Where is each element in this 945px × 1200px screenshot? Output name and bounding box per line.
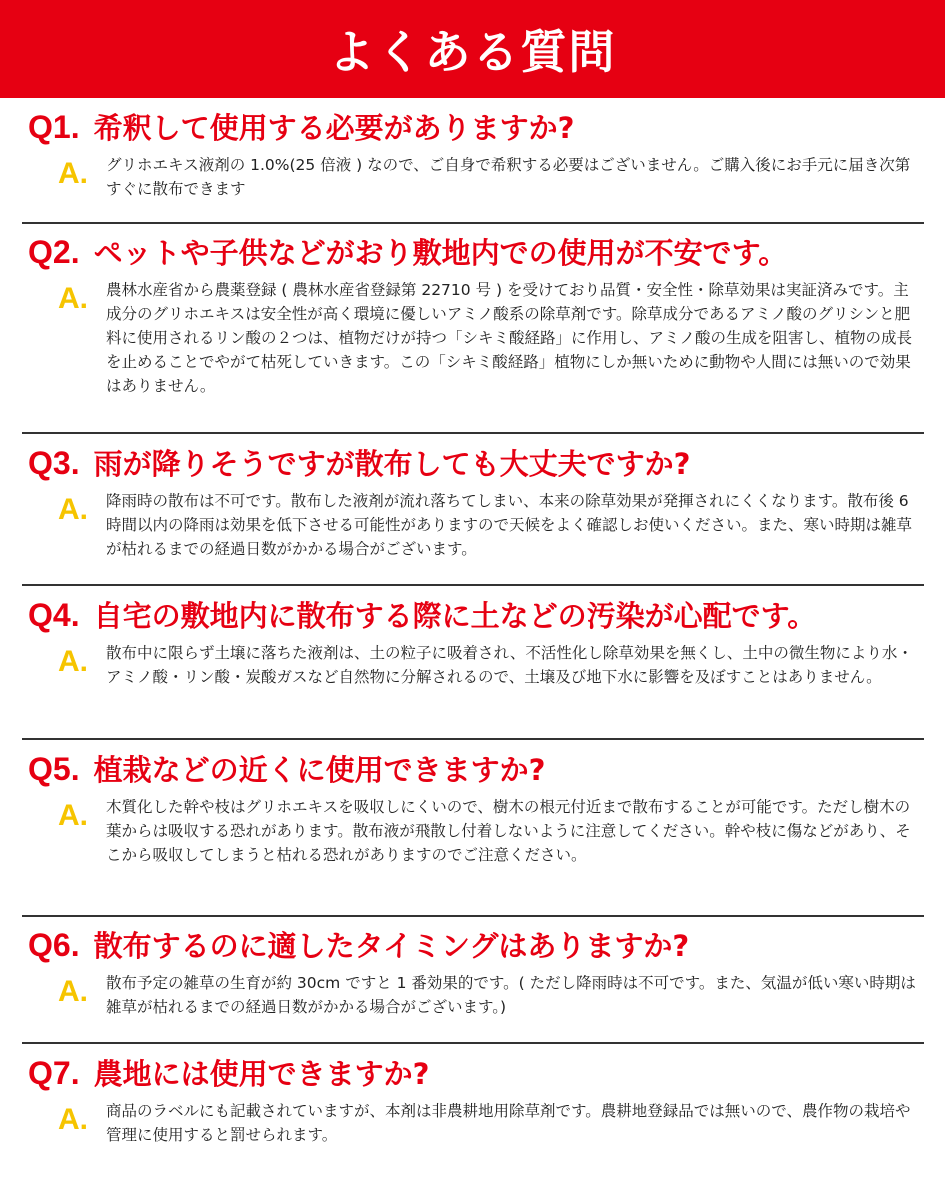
answer-text: 散布中に限らず土壌に落ちた液剤は、土の粒子に吸着され、不活性化し除草効果を無くし、土中の微生物により水・アミノ酸・リン酸・炭酸ガスなど自然物に分解されるので、土壌及び地下水に影響を及ぼすことはありません。 (106, 644, 913, 686)
question-5 (22, 752, 922, 787)
answer-mark: A. (58, 493, 88, 526)
answer-1 (22, 153, 922, 201)
question-number: Q6. (28, 927, 80, 963)
faq-item-7 (22, 1056, 922, 1147)
answer-text: 降雨時の散布は不可です。散布した液剤が流れ落ちてしまい、本来の除草効果が発揮されにくくなります。散布後 6 時間以内の降雨は効果を低下させる可能性がありますので天候をよく確認しお使いください。また、寒い時期は雑草が枯れるまでの経過日数がかかる場合がございます。 (106, 492, 913, 558)
faq-item-3 (22, 446, 922, 561)
answer-7 (22, 1099, 922, 1147)
divider (22, 1042, 924, 1044)
answer-mark: A. (58, 799, 88, 832)
header-banner (0, 0, 945, 98)
question-text: 自宅の敷地内に散布する際に土などの汚染が心配です。 (93, 599, 817, 633)
answer-text: グリホエキス液剤の 1.0%(25 倍液 ) なので、ご自身で希釈する必要はございません。ご購入後にお手元に届き次第すぐに散布できます (106, 156, 911, 198)
answer-mark: A. (58, 1103, 88, 1136)
faq-item-6 (22, 928, 922, 1019)
question-text: 農地には使用できますか? (93, 1057, 430, 1091)
question-number: Q4. (28, 597, 80, 633)
question-number: Q5. (28, 751, 80, 787)
question-4 (22, 598, 922, 633)
divider (22, 584, 924, 586)
answer-mark: A. (58, 975, 88, 1008)
answer-text: 農林水産省から農薬登録 ( 農林水産省登録第 22710 号 ) を受けており品質・安全性・除草効果は実証済みです。主成分のグリホエキスは安全性が高く環境に優しいアミノ酸系の除草剤です。除草成分であるアミノ酸のグリシンと肥料に使用されるリン酸の２つは、植物だけが持つ「シキミ酸経路」に作用し、アミノ酸の生成を阻害し、植物の成長を止めることでやがて枯死していきます。この「シキミ酸経路」植物にしか無いために動物や人間には無いので効果はありません。 (106, 281, 913, 395)
question-text: 雨が降りそうですが散布しても大丈夫ですか? (93, 447, 691, 481)
question-text: 散布するのに適したタイミングはありますか? (93, 929, 690, 963)
faq-item-2 (22, 235, 922, 398)
question-text: 希釈して使用する必要がありますか? (93, 111, 575, 145)
page-title: よくある質問 (328, 25, 617, 79)
answer-3 (22, 489, 922, 561)
answer-mark: A. (58, 645, 88, 678)
answer-2 (22, 278, 922, 398)
question-6 (22, 928, 922, 963)
answer-mark: A. (58, 282, 88, 315)
answer-6 (22, 971, 922, 1019)
answer-text: 散布予定の雑草の生育が約 30cm ですと 1 番効果的です。( ただし降雨時は不可です。また、気温が低い寒い時期は雑草が枯れるまでの経過日数がかかる場合がございます。) (106, 974, 916, 1016)
question-text: 植栽などの近くに使用できますか? (93, 753, 546, 787)
answer-text: 木質化した幹や枝はグリホエキスを吸収しにくいので、樹木の根元付近まで散布することが可能です。ただし樹木の葉からは吸収する恐れがあります。散布液が飛散し付着しないように注意してください。幹や枝に傷などがあり、そこから吸収してしまうと枯れる恐れがありますのでご注意ください。 (106, 798, 911, 864)
faq-item-1 (22, 110, 922, 201)
question-2 (22, 235, 922, 270)
divider (22, 222, 924, 224)
question-1 (22, 110, 922, 145)
divider (22, 915, 924, 917)
divider (22, 432, 924, 434)
answer-5 (22, 795, 922, 867)
question-number: Q7. (28, 1055, 80, 1091)
question-7 (22, 1056, 922, 1091)
faq-item-4 (22, 598, 922, 689)
answer-4 (22, 641, 922, 689)
question-number: Q1. (28, 109, 80, 145)
divider (22, 738, 924, 740)
answer-mark: A. (58, 157, 88, 190)
faq-item-5 (22, 752, 922, 867)
question-3 (22, 446, 922, 481)
question-number: Q3. (28, 445, 80, 481)
question-text: ペットや子供などがおり敷地内での使用が不安です。 (93, 236, 788, 270)
answer-text: 商品のラベルにも記載されていますが、本剤は非農耕地用除草剤です。農耕地登録品では無いので、農作物の栽培や管理に使用すると罰せられます。 (106, 1102, 911, 1144)
question-number: Q2. (28, 234, 80, 270)
